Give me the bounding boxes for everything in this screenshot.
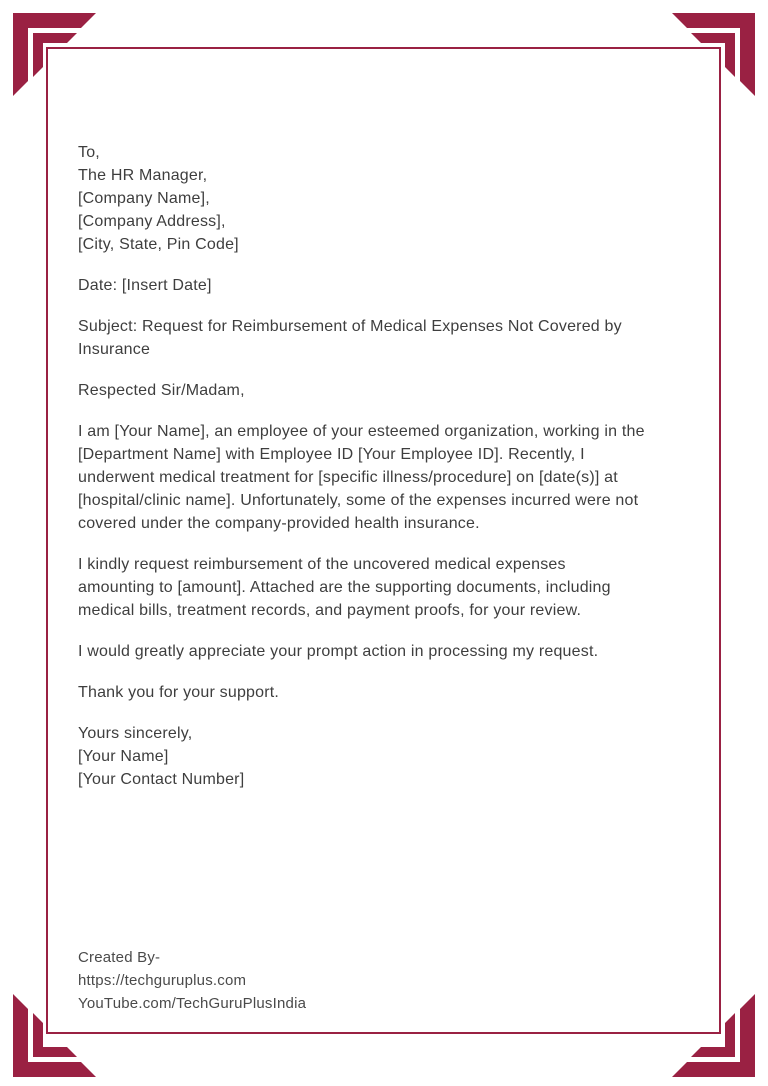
closing-line: Yours sincerely, bbox=[78, 725, 193, 742]
closing-line: [Your Name] bbox=[78, 748, 169, 765]
salutation: Respected Sir/Madam, bbox=[78, 382, 245, 399]
corner-ornament-bottom-right-icon bbox=[665, 987, 755, 1077]
paragraph-line: underwent medical treatment for [specific illness/procedure] on [date(s)] at bbox=[78, 469, 618, 486]
letter-body bbox=[78, 141, 708, 809]
closing-line: [Your Contact Number] bbox=[78, 771, 245, 788]
paragraph-line: I kindly request reimbursement of the uncovered medical expenses bbox=[78, 556, 566, 573]
credits-label: Created By- bbox=[78, 949, 161, 966]
paragraph-line: I am [Your Name], an employee of your esteemed organization, working in the bbox=[78, 423, 645, 440]
recipient-line: [Company Address], bbox=[78, 213, 226, 230]
credits-youtube-url: YouTube.com/TechGuruPlusIndia bbox=[78, 995, 307, 1012]
recipient-line: [City, State, Pin Code] bbox=[78, 236, 239, 253]
date-line: Date: [Insert Date] bbox=[78, 277, 212, 294]
paragraph-line: covered under the company-provided health insurance. bbox=[78, 515, 480, 532]
recipient-line: [Company Name], bbox=[78, 190, 210, 207]
paragraph-line: [hospital/clinic name]. Unfortunately, some of the expenses incurred were not bbox=[78, 492, 639, 509]
corner-ornament-top-left-icon bbox=[13, 13, 103, 103]
recipient-line: The HR Manager, bbox=[78, 167, 208, 184]
paragraph-2 bbox=[78, 553, 708, 622]
paragraph-line: [Department Name] with Employee ID [Your Employee ID]. Recently, I bbox=[78, 446, 585, 463]
subject-block bbox=[78, 315, 708, 361]
subject-line: Insurance bbox=[78, 341, 151, 358]
subject-line: Subject: Request for Reimbursement of Medical Expenses Not Covered by bbox=[78, 318, 622, 335]
paragraph-4: Thank you for your support. bbox=[78, 684, 280, 701]
paragraph-1 bbox=[78, 420, 708, 535]
paragraph-line: amounting to [amount]. Attached are the supporting documents, including bbox=[78, 579, 611, 596]
recipient-line: To, bbox=[78, 144, 100, 161]
credits-website-url: https://techguruplus.com bbox=[78, 972, 247, 989]
paragraph-3: I would greatly appreciate your prompt action in processing my request. bbox=[78, 643, 599, 660]
paragraph-line: medical bills, treatment records, and payment proofs, for your review. bbox=[78, 602, 582, 619]
recipient-block bbox=[78, 141, 708, 256]
credits-footer bbox=[78, 946, 306, 1015]
closing-block bbox=[78, 722, 708, 791]
corner-ornament-top-right-icon bbox=[665, 13, 755, 103]
